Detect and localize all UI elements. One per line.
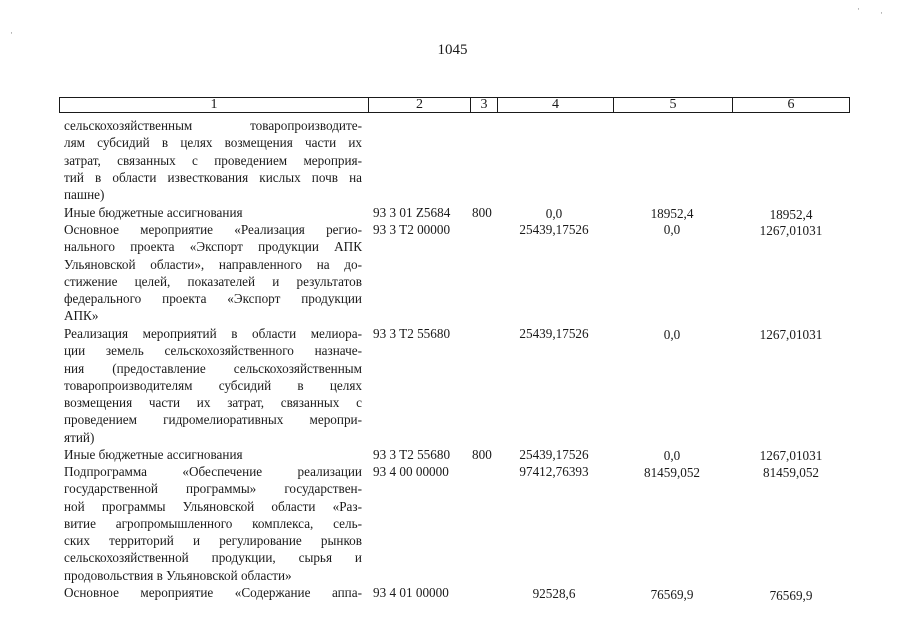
- table-row-description: [64, 117, 362, 203]
- text-line: товаропроизводителям субсидий в целях: [64, 377, 362, 393]
- target-article-code: 93 4 00 00000: [373, 464, 449, 479]
- target-article-code: 93 4 01 00000: [373, 585, 449, 600]
- text-line: лям субсидий в целях возмещения части их: [64, 135, 362, 151]
- amount-column-6: 1267,01031: [759, 448, 823, 463]
- column-header-4: 4: [552, 97, 559, 112]
- amount-column-5: 0,0: [663, 222, 681, 237]
- text-line: сельскохозяйственным товаропроизводите-: [64, 118, 362, 133]
- scan-speck: ·: [857, 4, 860, 14]
- target-article-code: 93 3 T2 55680: [373, 447, 451, 462]
- amount-column-4: 92528,6: [532, 586, 576, 601]
- scan-speck: ·: [10, 28, 13, 38]
- amount-column-5: 81459,052: [643, 465, 701, 480]
- target-article-code: 93 3 T2 55680: [373, 326, 451, 341]
- amount-column-4: 0,0: [545, 206, 563, 221]
- scan-speck: ·: [880, 8, 883, 18]
- table-row-description: [64, 584, 362, 601]
- text-line: ния (предоставление сельскохозяйственным: [64, 360, 362, 376]
- table-row-description: [64, 325, 362, 446]
- column-header-2: 2: [416, 97, 423, 112]
- table-row-description: [64, 446, 362, 463]
- table-row-description: [64, 221, 362, 325]
- text-line: Подпрограмма «Обеспечение реализации: [64, 464, 362, 479]
- expense-type-code: 800: [472, 205, 492, 220]
- text-line: сельскохозяйственной продукции, сырья и: [64, 550, 362, 566]
- column-header-5: 5: [669, 97, 677, 112]
- text-line: ной программы Ульяновской области «Раз-: [64, 498, 362, 514]
- target-article-code: 93 3 01 Z5684: [373, 205, 451, 220]
- amount-column-6: 1267,01031: [759, 327, 823, 342]
- text-line: АПК»: [64, 308, 99, 324]
- text-line: витие агропромышленного комплекса, сель-: [64, 515, 362, 531]
- text-line: возмещения части их затрат, связанных с: [64, 395, 362, 411]
- text-line: Иные бюджетные ассигнования: [64, 447, 243, 462]
- column-header-6: 6: [787, 97, 795, 112]
- amount-column-5: 76569,9: [650, 587, 694, 602]
- text-line: затрат, связанных с проведением мероприя-: [64, 152, 362, 168]
- amount-column-6: 18952,4: [769, 207, 813, 222]
- amount-column-6: 1267,01031: [759, 223, 823, 238]
- text-line: ции земель сельскохозяйственного назначе-: [64, 343, 362, 359]
- amount-column-4: 25439,17526: [519, 447, 589, 462]
- amount-column-4: 97412,76393: [519, 464, 589, 479]
- target-article-code: 93 3 T2 00000: [373, 222, 451, 237]
- text-line: Ульяновской области», направленного на до-: [64, 256, 362, 272]
- text-line: нального проекта «Экспорт продукции АПК: [64, 239, 362, 255]
- amount-column-5: 0,0: [663, 327, 681, 342]
- text-line: федерального проекта «Экспорт продукции: [64, 291, 362, 307]
- amount-column-5: 18952,4: [650, 206, 694, 221]
- column-header-1: 1: [210, 97, 218, 112]
- amount-column-4: 25439,17526: [519, 222, 589, 237]
- text-line: Основное мероприятие «Реализация регио-: [64, 222, 362, 237]
- amount-column-5: 0,0: [663, 448, 681, 463]
- text-line: стижение целей, показателей и результатов: [64, 273, 362, 289]
- text-line: продовольствия в Ульяновской области»: [64, 567, 292, 583]
- text-line: Реализация мероприятий в области мелиора-: [64, 326, 362, 341]
- text-line: пашне): [64, 187, 105, 203]
- expense-type-code: 800: [472, 447, 492, 462]
- text-line: Основное мероприятие «Содержание аппа-: [64, 585, 362, 600]
- column-header-3: 3: [480, 97, 488, 112]
- text-line: тий в области известкования кислых почв на: [64, 169, 362, 185]
- amount-column-6: 81459,052: [762, 465, 820, 480]
- table-row-description: [64, 204, 362, 221]
- amount-column-6: 76569,9: [769, 588, 813, 603]
- text-line: государственной программы» государствен-: [64, 481, 362, 497]
- text-line: ятий): [64, 429, 95, 445]
- text-line: Иные бюджетные ассигнования: [64, 205, 243, 220]
- amount-column-4: 25439,17526: [519, 326, 589, 341]
- table-row-description: [64, 463, 362, 584]
- table-header-row: [59, 97, 850, 113]
- text-line: проведением гидромелиоративных меропри-: [64, 412, 362, 428]
- page-number: 1045: [437, 42, 468, 58]
- text-line: ских территорий и регулирование рынков: [64, 533, 362, 549]
